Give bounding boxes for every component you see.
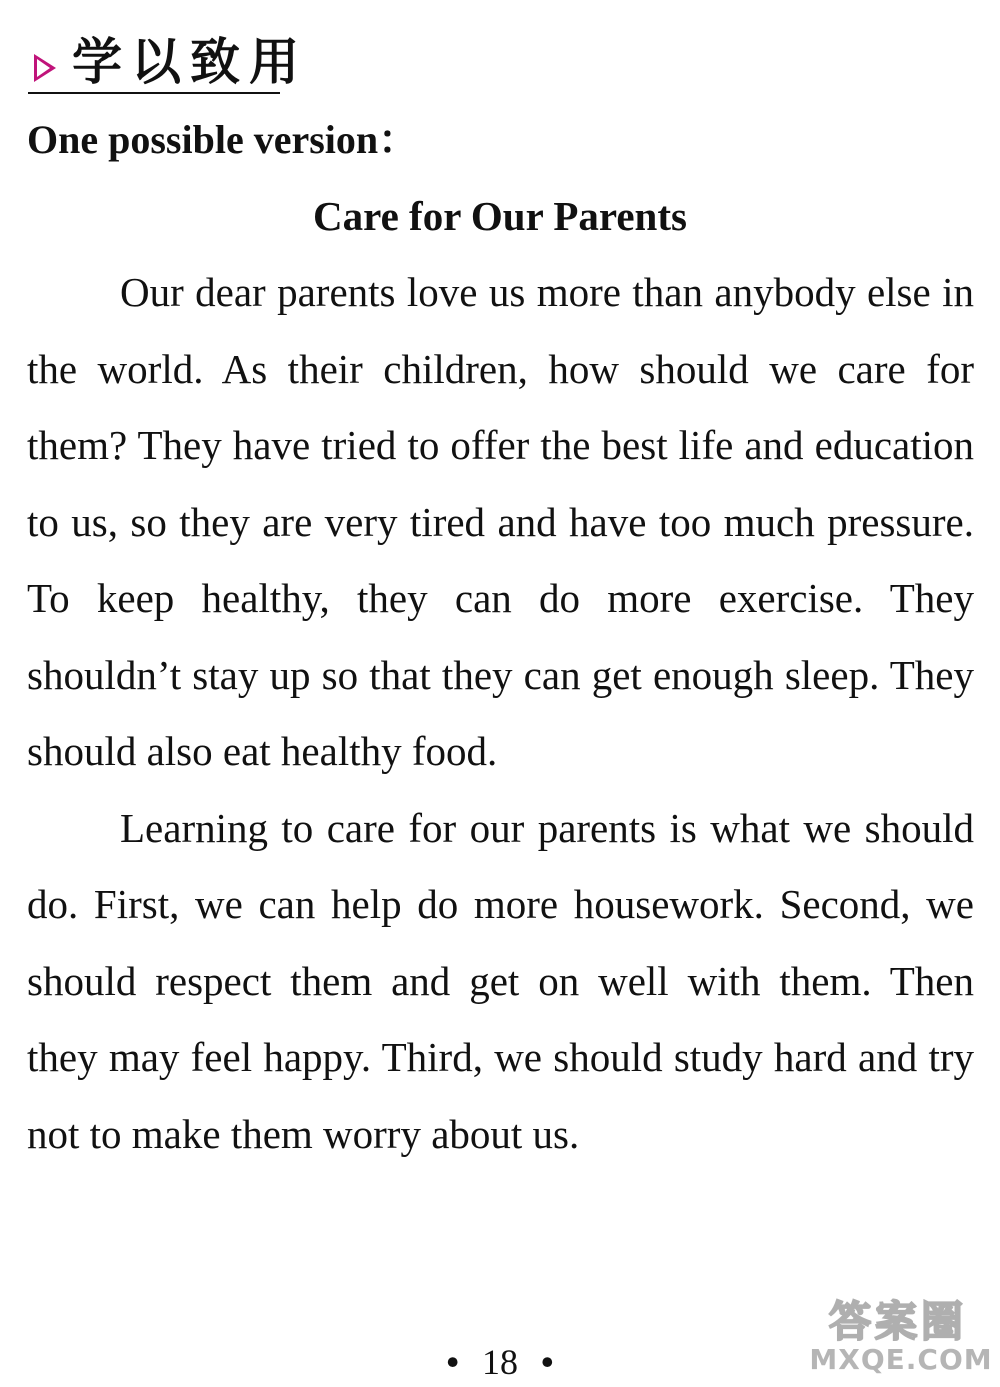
intro-label: One possible version： [27, 117, 419, 162]
watermark-logo-text: 答案圈 [828, 1297, 968, 1344]
essay-paragraph: Learning to care for our parents is what we should do. First, we can help do more housework. Second, we should respect them and get on well with them. Then they may feel happy. Third, we should study hard and try not to make them worry about us. [27, 804, 974, 1157]
essay-paragraph: Our dear parents love us more than anybody else in the world. As their children, how should we care for them? They have tried to offer the best life and education to us, so they are very tired and have too much pressure. To keep healthy, they can do more exercise. They shouldn’t stay up so that they can get enough sleep. They should also eat healthy food. [27, 269, 974, 774]
page-dot-right: • [541, 1342, 554, 1382]
essay-title: Care for Our Parents [313, 193, 687, 239]
essay-body [27, 254, 974, 1172]
section-title: 学以致用 [72, 33, 308, 91]
page-dot-left: • [446, 1342, 459, 1382]
watermark [808, 1294, 994, 1384]
watermark-url: MXQE.COM [809, 1343, 993, 1376]
page-number-value: 18 [482, 1342, 518, 1382]
triangle-right-icon [34, 54, 56, 82]
watermark-logo [808, 1294, 988, 1344]
section-header [28, 28, 308, 94]
